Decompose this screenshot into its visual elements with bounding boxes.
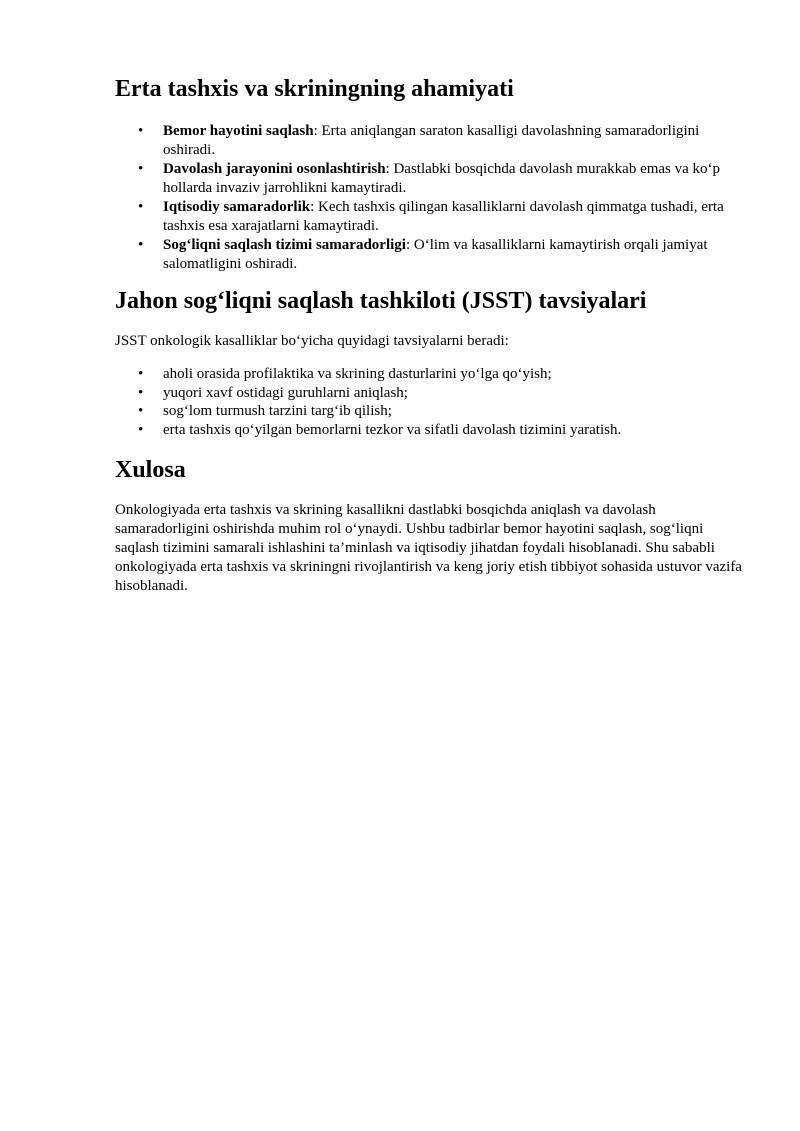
list-item-term: Sog‘liqni saqlash tizimi samaradorligi xyxy=(163,237,406,253)
section-intro: JSST onkologik kasalliklar bo‘yicha quyidagi tavsiyalarni beradi: xyxy=(115,333,509,349)
recommendations-list xyxy=(115,365,750,439)
conclusion-paragraph: Onkologiyada erta tashxis va skrining kasallikni dastlabki bosqichda aniqlash va davolash samaradorligini oshirishda muhim rol o‘ynaydi. Ushbu tadbirlar bemor hayotini saqlash, sog‘liqni saqlash tizimini samarali ishlashini ta’minlash va iqtisodiy jihatdan foydali hisoblanadi. Shu sababli onkologiyada erta tashxis va skriningni rivojlantirish va keng joriy etish tibbiyot sohasida ustuvor vazifa hisoblanadi. xyxy=(115,502,742,594)
bullet-icon: • xyxy=(138,237,144,253)
list-item-text: : O‘lim va kasalliklarni kamaytirish orqali jamiyat salomatligini oshiradi. xyxy=(163,237,708,272)
list-item-term: Iqtisodiy samaradorlik xyxy=(163,199,311,215)
bullet-icon: • xyxy=(138,161,144,177)
list-item xyxy=(115,236,750,274)
section-heading: Xulosa xyxy=(115,457,186,483)
section-heading: Jahon sog‘liqni saqlash tashkiloti (JSST) tavsiyalari xyxy=(115,288,647,314)
list-item xyxy=(115,160,750,198)
bullet-icon: • xyxy=(138,366,144,382)
list-item xyxy=(115,198,750,236)
list-item-text: : Erta aniqlangan saraton kasalligi davolashning samaradorligini oshiradi. xyxy=(163,123,700,158)
list-item-text: : Kech tashxis qilingan kasalliklarni davolash qimmatga tushadi, erta tashxis esa xarajatlarni kamaytiradi. xyxy=(163,199,724,234)
section-importance xyxy=(115,74,750,274)
importance-list xyxy=(115,122,750,274)
list-item-text: erta tashxis qo‘yilgan bemorlarni tezkor va sifatli davolash tizimini yaratish. xyxy=(163,421,622,438)
bullet-icon: • xyxy=(138,421,144,438)
list-item xyxy=(115,122,750,160)
section-who-recommendations xyxy=(115,286,750,439)
list-item-text: : Dastlabki bosqichda davolash murakkab emas va ko‘p hollarda invaziv jarrohlikni kamaytiradi. xyxy=(163,161,721,196)
section-conclusion xyxy=(115,455,750,596)
list-item xyxy=(115,402,750,421)
list-item xyxy=(115,365,750,384)
bullet-icon: • xyxy=(138,403,144,419)
list-item-text: yuqori xavf ostidagi guruhlarni aniqlash; xyxy=(163,384,408,401)
list-item-term: Bemor hayotini saqlash xyxy=(163,123,314,139)
bullet-icon: • xyxy=(138,384,144,401)
list-item xyxy=(115,421,750,440)
section-heading: Erta tashxis va skriningning ahamiyati xyxy=(115,76,514,102)
bullet-icon: • xyxy=(138,123,144,139)
list-item-text: sog‘lom turmush tarzini targ‘ib qilish; xyxy=(163,403,392,419)
bullet-icon: • xyxy=(138,199,144,215)
list-item-term: Davolash jarayonini osonlashtirish xyxy=(163,161,386,177)
list-item xyxy=(115,384,750,403)
list-item-text: aholi orasida profilaktika va skrining dasturlarini yo‘lga qo‘yish; xyxy=(163,366,552,382)
